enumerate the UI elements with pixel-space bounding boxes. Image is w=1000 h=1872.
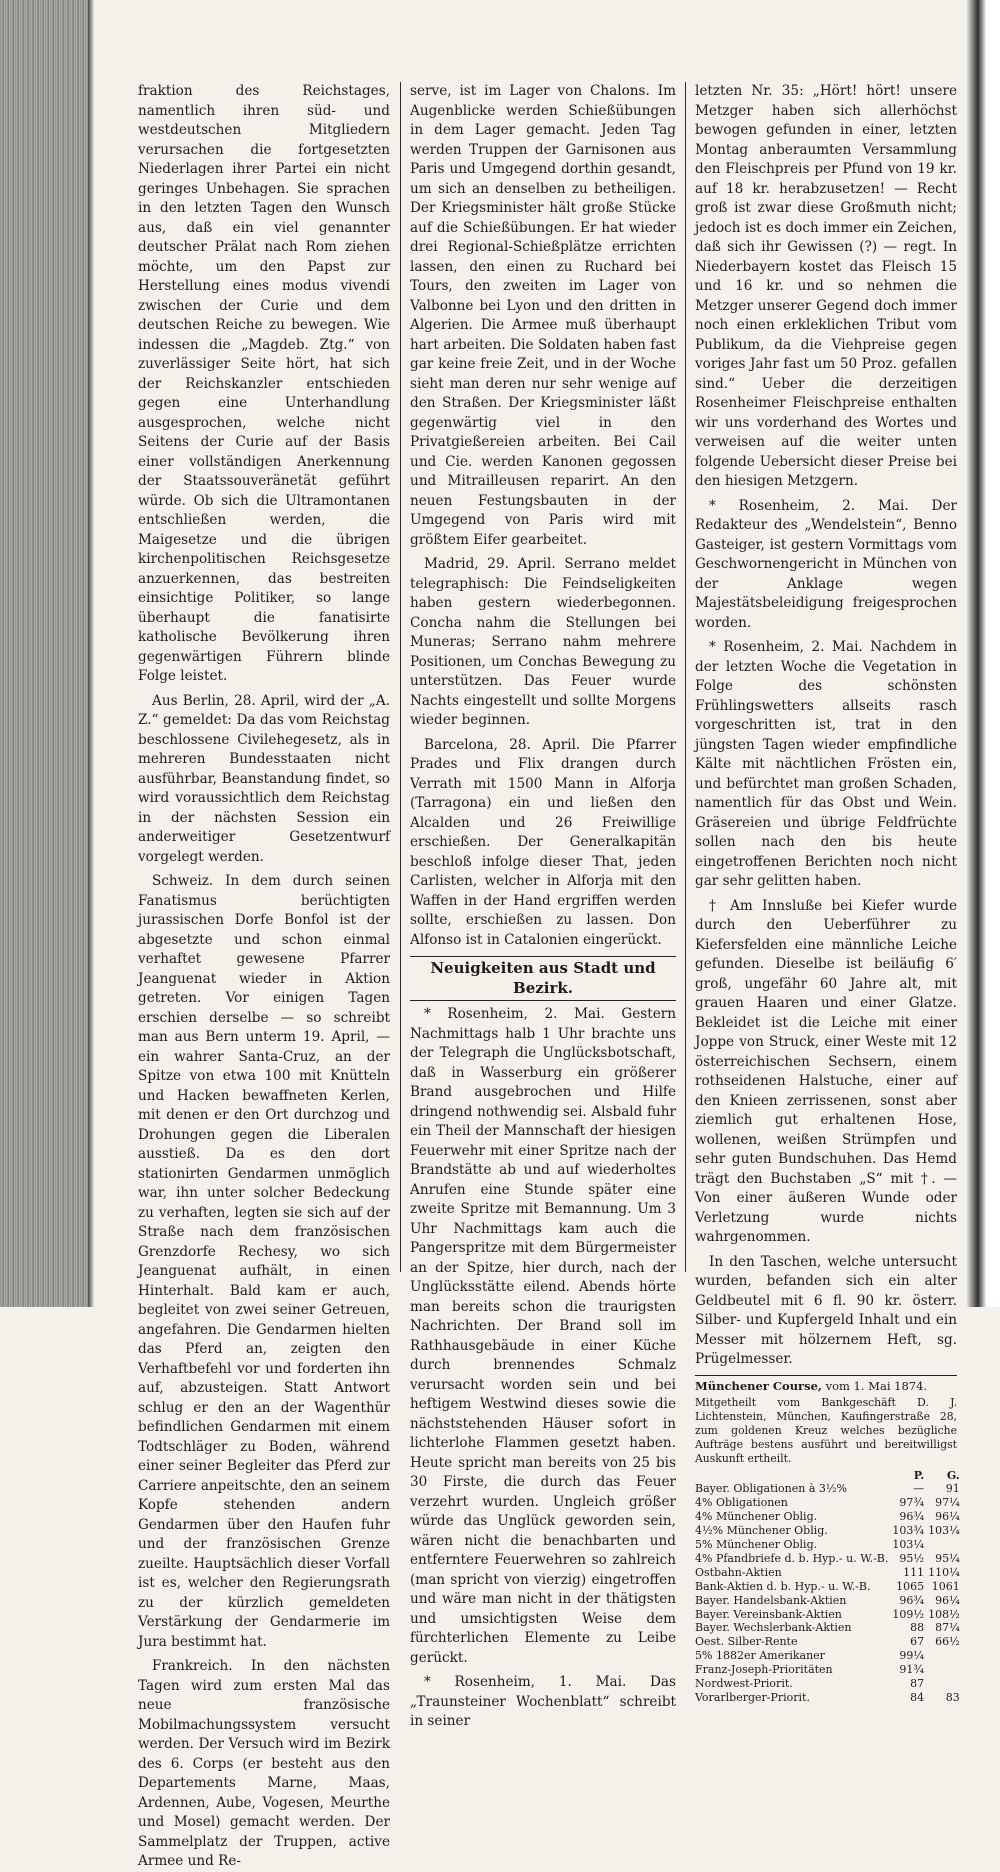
kurs-p: 103¾ xyxy=(892,1524,925,1538)
article-frankreich-cont: serve, ist im Lager von Chalons. Im Augenblicke werden Schießübungen in dem Lager gemacht. Jeden Tag werden Truppen der Garnisonen aus Paris und Umgegend dorthin gesandt, um sich an denselben zu betheiligen. Der Kriegsminister hält große Stücke auf die Schießübungen. Er hat wieder drei Regional-Schießplätze errichten lassen, den einen zu Ruchard bei Tours, den zweiten im Lager von Valbonne bei Lyon und den dritten in Algerien. Die Armee muß überhaupt hart arbeiten. Die Soldaten haben fast gar keine freie Zeit, und in der Woche sieht man deren nur sehr wenige auf den Straßen. Der Kriegsminister läßt gegenwärtig viel in den Privatgießereien arbeiten. Bei Cail und Cie. werden Kanonen gegossen und Mitrailleusen reparirt. An den neuen Festungsbauten in der Umgegend von Paris wird mit größtem Eifer gearbeitet. xyxy=(410,83,676,548)
kurs-p: 67 xyxy=(910,1635,925,1649)
kurs-name: 5% 1882er Amerikaner xyxy=(695,1649,825,1663)
kurs-name: Oest. Silber-Rente xyxy=(695,1635,798,1649)
kurs-header-p: P. xyxy=(913,1468,925,1482)
kurs-name: 4% Pfandbriefe d. b. Hyp.- u. W.-B. xyxy=(695,1551,889,1565)
kurs-name: 4½% Münchener Oblig. xyxy=(695,1524,828,1538)
book-binding xyxy=(0,0,88,1307)
article-metzger: letzten Nr. 35: „Hört! hört! unsere Metzger haben sich allerhöchst bewogen gefunden in einer, letzten Montag anberaumten Versammlung den Fleischpreis per Pfund von 19 kr. auf 18 kr. herabzusetzen! — Recht groß ist zwar diese Großmuth nicht; jedoch ist es doch immer ein Zeichen, daß sich ihr Gewissen (?) — regt. In Niederbayern kostet das Fleisch 15 und 16 kr. und so nehmen die Metzger unserer Gegend doch immer noch einen erkleklichen Tribut vom Publikum, da die Viehpreise gegen voriges Jahr fast um 50 Proz. gefallen sind.“ Ueber die derzeitigen Rosenheimer Fleischpreise enthalten wir uns vorderhand des Wortes und verweisen auf die weiter unten folgende Uebersicht dieser Preise bei den hiesigen Metzgern. xyxy=(695,83,957,489)
kurs-name: Bank-Aktien d. b. Hyp.- u. W.-B. xyxy=(695,1579,871,1593)
kurs-title: Münchener Course, xyxy=(695,1378,822,1393)
column-rule-1 xyxy=(400,82,401,1272)
kurs-p: 99¼ xyxy=(899,1649,925,1663)
kurs-row xyxy=(695,1524,960,1538)
article-frost: * Rosenheim, 2. Mai. Nachdem in der letzten Woche die Vegetation in Folge des schönsten Frühlingswetters allseits rasch vorgeschritten ist, trat in den jüngsten Tagen wieder empfindliche Kälte mit nächtlichen Frösten ein, und befürchtet man großen Schaden, namentlich für das Obst und Wein. Gräsereien und übrige Feldfrüchte sollen nach den bis heute eingetroffenen Berichten noch nicht gar sehr gelitten haben. xyxy=(695,639,957,889)
article-wendelstein: * Rosenheim, 2. Mai. Der Redakteur des „Wendelstein“, Benno Gasteiger, ist gestern Vormittags vom Geschwornengericht in München von der Anklage wegen Majestätsbeleidigung freigesprochen worden. xyxy=(695,497,957,631)
kurs-row xyxy=(695,1677,960,1691)
kurs-g: 110¼ xyxy=(928,1565,960,1579)
kurs-name: Vorarlberger-Priorit. xyxy=(695,1691,810,1704)
kurs-intro: Mitgetheilt vom Bankgeschäft D. J. Lichtenstein, München, Kaufingerstraße 28, zum goldenen Kreuz welches bezügliche Aufträge bestens ausführt und bereitwilligst Auskunft ertheilt. xyxy=(695,1395,957,1465)
article-berlin: Aus Berlin, 28. April, wird der „A. Z.“ gemeldet: Da das vom Reichstag beschlossene Civilehegesetz, als in mehreren Bundesstaaten nicht ausführbar, Beanstandung findet, so wird voraussichtlich dem Reichstag in der nächsten Session ein anderweitiger Gesetzentwurf vorgelegt werden. xyxy=(138,692,390,865)
kurs-g: 96¼ xyxy=(935,1593,960,1607)
article-reichstag: fraktion des Reichstages, namentlich ihren süd- und westdeutschen Mitgliedern verursachen die fortgesetzten Niederlagen ihrer Partei ein nicht geringes Unbehagen. Sie sprachen in den letzten Tagen den Wunsch aus, daß ein viel genannter deutscher Prälat nach Rom ziehen möchte, um den Papst zur Herstellung eines modus vivendi zwischen der Curie und dem deutschen Reiche zu bewegen. Wie indessen die „Magdeb. Ztg.“ von zuverlässiger Seite hört, hat sich der Reichskanzler entschieden gegen eine Unterhandlung ausgesprochen, welche nicht Seitens der Curie auf der Basis einer vollständigen Anerkennung der Staatssouveränetät geführt würde. Ob sich die Ultramontanen entschließen werden, die Maigesetze und die übrigen kirchenpolitischen Reichsgesetze anzuerkennen, das bestreiten einsichtige Politiker, so lange überhaupt die fanatisirte katholische Bevölkerung ihren gegenwärtigen Führern blinde Folge leistet. xyxy=(138,83,390,684)
kurs-header-name xyxy=(695,1469,888,1483)
kurs-divider xyxy=(695,1375,957,1376)
kurs-p: 87 xyxy=(910,1677,925,1691)
kurs-row xyxy=(695,1538,960,1552)
kurs-p: 96¾ xyxy=(899,1593,925,1607)
kurs-p: — xyxy=(913,1482,925,1496)
kurs-header-row xyxy=(695,1469,960,1483)
kurs-g xyxy=(924,1538,960,1552)
kurs-g: 83 xyxy=(945,1691,960,1704)
kurs-g: 1061 xyxy=(931,1579,960,1593)
article-rosenheim-traunstein: * Rosenheim, 1. Mai. Das „Traunsteiner Wochenblatt“ schreibt in seiner xyxy=(410,1674,676,1729)
kurs-g: 96¼ xyxy=(935,1510,960,1524)
kurs-row xyxy=(695,1566,960,1580)
kurs-row xyxy=(695,1580,960,1594)
kurs-row xyxy=(695,1482,960,1496)
kurs-name: 5% Münchener Oblig. xyxy=(695,1538,818,1552)
kurs-heading xyxy=(695,1379,957,1394)
kurs-p: 109½ xyxy=(892,1607,925,1621)
kurs-p: 111 xyxy=(903,1565,925,1579)
kurs-g: 103¼ xyxy=(928,1524,960,1538)
article-madrid: Madrid, 29. April. Serrano meldet telegraphisch: Die Feindseligkeiten haben gestern wiederbegonnen. Concha nahm die Stellungen bei Muneras; Serrano nahm mehrere Positionen, um Conchas Bewegung zu unterstützen. Das Feuer wurde Nachts eingestellt und sollte Morgens wieder beginnen. xyxy=(410,556,676,728)
kurs-p: 95½ xyxy=(899,1551,925,1565)
kurs-name: Bayer. Handelsbank-Aktien xyxy=(695,1593,847,1607)
kurs-g xyxy=(924,1677,960,1691)
kurs-row xyxy=(695,1635,960,1649)
kurs-g: 95¼ xyxy=(935,1551,960,1565)
kurs-name: 4% Obligationen xyxy=(695,1496,788,1510)
kurs-row xyxy=(695,1691,960,1705)
article-rosenheim-fire: * Rosenheim, 2. Mai. Gestern Nachmittags halb 1 Uhr brachte uns der Telegraph die Unglücksbotschaft, daß in Wasserburg ein größerer Brand ausgebrochen und Hilfe dringend nothwendig sei. Alsbald fuhr ein Theil der Mannschaft der hiesigen Feuerwehr mit einer Spritze nach der Brandstätte ab und auf wiederholtes Anrufen eine Stunde später eine zweite Spritze mit Bemannung. Um 3 Uhr Nachmittags kam auch die Pangerspritze mit dem Bürgermeister an der Spitze, hier durch, nach der Unglücksstätte eilend. Abends hörte man bereits schon die traurigsten Nachrichten. Der Brand soll im Rathhausgebäude in einer Küche durch brennendes Schmalz verursacht worden sein und bei heftigem Westwind dieses sowie die nächststehenden Häuser sofort in lichterlohe Flammen gesetzt haben. Heute spricht man bereits von 25 bis 30 Firste, die durch das Feuer verzehrt wurden. Ungleich größer würde das Unglück geworden sein, wären nicht die benachbarten und entferntere Feuerwehren so zahlreich (man spricht von vierzig) eingetroffen und wäre man nicht in der thätigsten und umsichtigsten Weise dem fürchterlichen Elemente zu Leibe gerückt. xyxy=(410,1006,676,1666)
kurs-g: 91 xyxy=(945,1482,960,1496)
kurs-row xyxy=(695,1552,960,1566)
kurs-g xyxy=(924,1649,960,1663)
article-frankreich: Frankreich. In den nächsten Tagen wird zum ersten Mal das neue französische Mobilmachungssystem versucht werden. Der Versuch wird im Bezirk des 6. Corps (er besteht aus den Departements Marne, Maas, Ardennen, Aube, Vogesen, Meurthe und Mosel) gemacht werden. Der Sammelplatz der Truppen, active Armee und Re- xyxy=(138,1658,390,1869)
kurs-g: 66½ xyxy=(935,1635,960,1649)
kurs-row xyxy=(695,1496,960,1510)
column-rule-2 xyxy=(685,82,686,1272)
kurs-name: Nordwest-Priorit. xyxy=(695,1677,793,1691)
kurs-row xyxy=(695,1510,960,1524)
kurs-name: Franz-Joseph-Prioritäten xyxy=(695,1663,833,1677)
kurs-row xyxy=(695,1649,960,1663)
column-1 xyxy=(138,82,390,1869)
section-title-local-news: Neuigkeiten aus Stadt und Bezirk. xyxy=(410,956,676,1001)
kurs-g: 87¼ xyxy=(935,1621,960,1635)
kurs-header-g: G. xyxy=(946,1468,960,1482)
kurs-p: 1065 xyxy=(896,1579,925,1593)
kurs-p: 91¾ xyxy=(899,1663,925,1677)
column-2 xyxy=(410,82,676,1729)
kurs-g: 97¼ xyxy=(935,1496,960,1510)
kurs-g: 108½ xyxy=(928,1607,960,1621)
kurs-name: Bayer. Wechslerbank-Aktien xyxy=(695,1621,852,1635)
article-schweiz: Schweiz. In dem durch seinen Fanatismus berüchtigten jurassischen Dorfe Bonfol ist der abgesetzte und schon einmal verhaftet gewesene Pfarrer Jeanguenat wieder in Aktion getreten. Vor einigen Tagen erschien derselbe — so schreibt man aus Bern unterm 19. April, — ein wahrer Santa-Cruz, an der Spitze von etwa 100 mit Knütteln und Hacken bewaffneten Kerlen, mit denen er den Ort durchzog und Drohungen gegen die Liberalen ausstieß. Da es den dort stationirten Gendarmen unmöglich war, ihn unter solcher Bedeckung zu verhaften, legten sie sich auf der Straße nach dem französischen Grenzdorfe Rechesy, wo sich Jeanguenat aufhält, in einen Hinterhalt. Bald kam er auch, begleitet von zwei seiner Getreuen, angefahren. Die Gendarmen hielten das Pferd an, zeigten den Verhaftbefehl vor und forderten ihn auf, abzusteigen. Statt Antwort schlug er den an der Wagenthür befindlichen Gendarmen mit einem Todtschläger zu Boden, während einer seiner Begleiter das Pferd zur Carriere anpeitschte, den an seinem Kopfe stehenden andern Gendarmen über den Haufen fuhr und der französischen Grenze zueilte. Hauptsächlich dieser Vorfall ist es, welcher den Regierungsrath zu der kürzlich gemeldeten Verstärkung der Gendarmerie im Jura bestimmt hat. xyxy=(138,873,390,1650)
kurs-p: 97¾ xyxy=(899,1496,925,1510)
article-taschen: In den Taschen, welche untersucht wurden, befanden sich ein alter Geldbeutel mit 6 fl. 90 kr. österr. Silber- und Kupfergeld Inhalt und ein Messer mit hölzernem Heft, sg. Prügelmesser. xyxy=(695,1253,957,1367)
article-leiche: † Am Innsluße bei Kiefer wurde durch den Ueberführer zu Kiefersfelden eine männliche Leiche gefunden. Dieselbe ist beiläufig 6′ groß, ungefähr 60 Jahre alt, mit grauen Haaren und einer Glatze. Bekleidet ist die Leiche mit einer Joppe von Struck, einer Weste mit 12 österreichischen Sechsern, einem rothseidenen Halstuche, einer auf den Knieen zerrissenen, sonst aber ziemlich gut erhaltenen Hose, wollenen, weißen Strümpfen und sehr guten Bundschuhen. Das Hemd trägt den Buchstaben „S“ mit †. — Von einer äußeren Wunde oder Verletzung wurde nichts wahrgenommen. xyxy=(695,897,957,1245)
kurs-row xyxy=(695,1594,960,1608)
article-barcelona: Barcelona, 28. April. Die Pfarrer Prades und Flix drangen durch Verrath mit 1500 Mann in Alforja (Tarragona) ein und ließen den Alcalden und 26 Freiwillige erschießen. Der Generalkapitän beschloß infolge dieser That, jeden Carlisten, welcher in Alforja mit den Waffen in der Hand ergriffen werden sollte, erschießen zu lassen. Don Alfonso ist in Catalonien eingerückt. xyxy=(410,736,676,948)
binding-shadow xyxy=(88,0,94,1307)
kurs-row xyxy=(695,1621,960,1635)
kurs-row xyxy=(695,1663,960,1677)
kurs-name: Ostbahn-Aktien xyxy=(695,1565,782,1579)
kurs-table xyxy=(695,1469,960,1705)
kurs-g xyxy=(924,1663,960,1677)
kurs-p: 96¾ xyxy=(899,1510,925,1524)
kurs-name: 4% Münchener Oblig. xyxy=(695,1510,818,1524)
kurs-date: vom 1. Mai 1874. xyxy=(825,1378,928,1393)
kurs-p: 84 xyxy=(910,1691,925,1704)
kurs-p: 88 xyxy=(910,1621,925,1635)
kurs-row xyxy=(695,1608,960,1622)
kurs-name: Bayer. Obligationen à 3½% xyxy=(695,1482,848,1496)
page-edge xyxy=(966,0,1000,1307)
kurs-name: Bayer. Vereinsbank-Aktien xyxy=(695,1607,842,1621)
column-3 xyxy=(695,82,960,1704)
kurs-p: 103¼ xyxy=(892,1538,925,1552)
